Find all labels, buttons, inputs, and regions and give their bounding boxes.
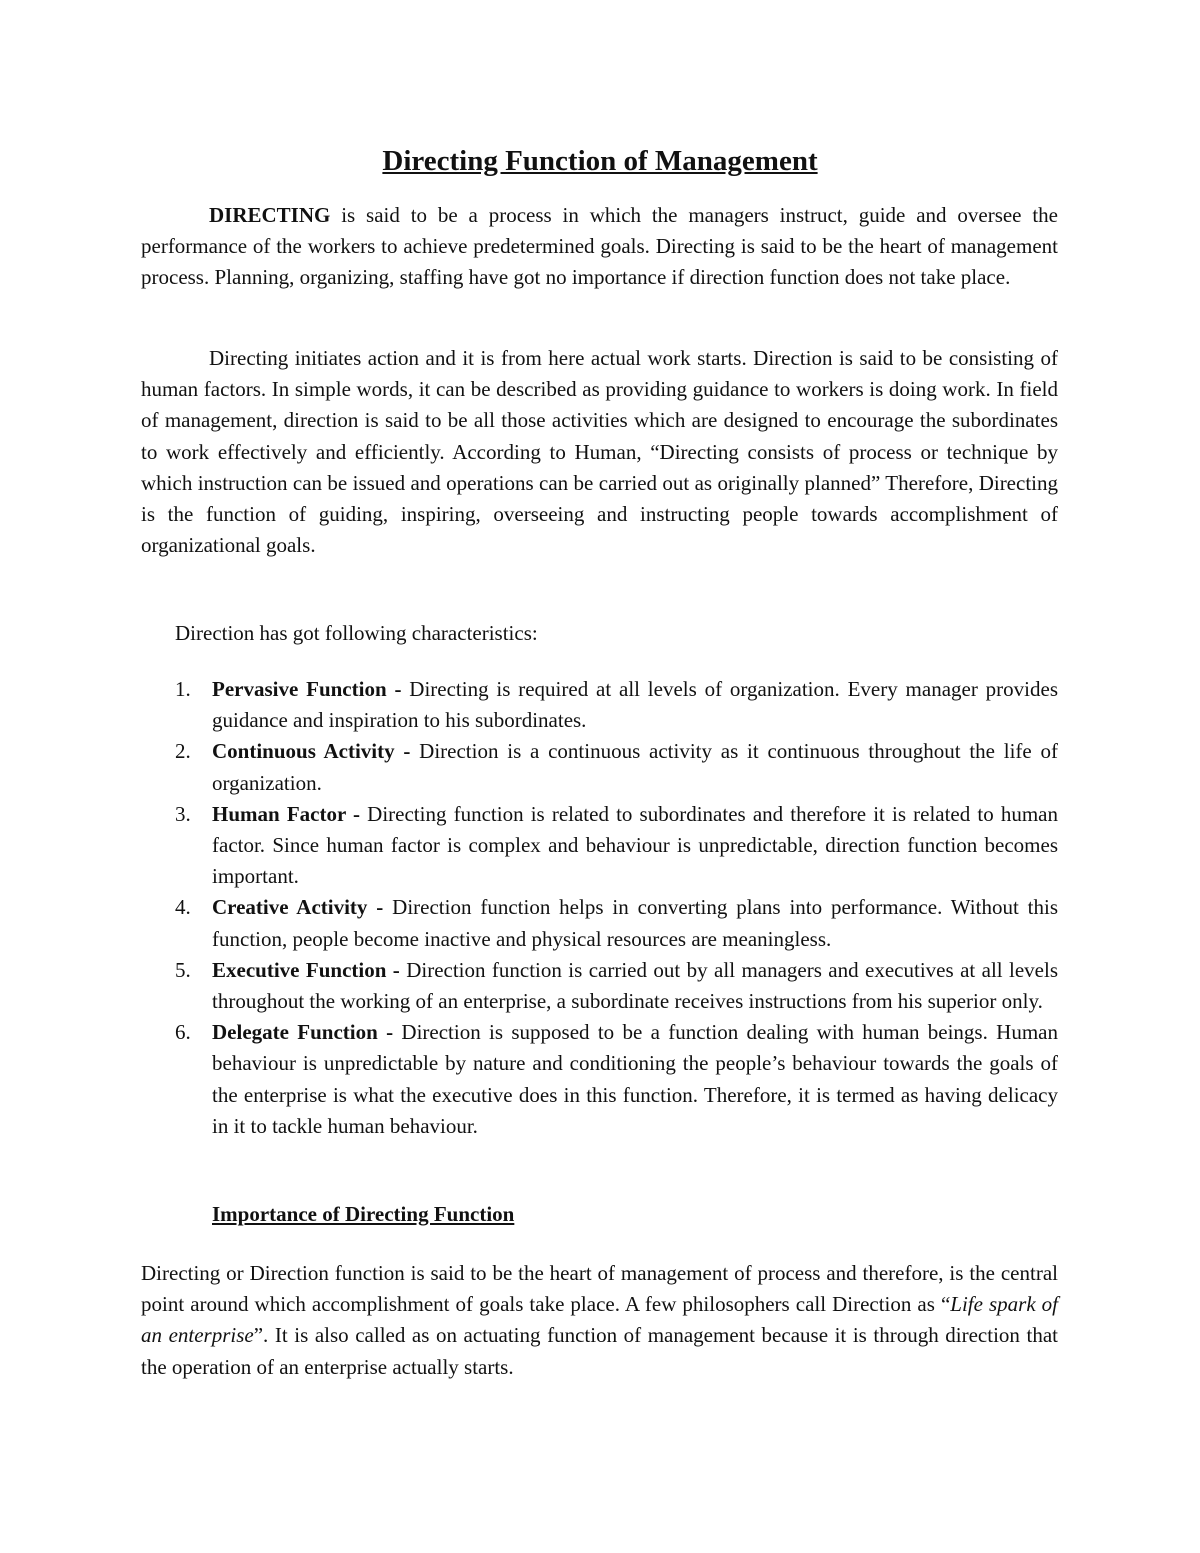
list-item-number: 1. bbox=[175, 677, 191, 701]
list-item-number: 6. bbox=[175, 1020, 191, 1045]
list-item-term: Executive Function - bbox=[212, 957, 400, 982]
list-item bbox=[175, 1017, 1058, 1142]
list-item-text: Direction function is carried out by all managers and executives at all levels throughout the working of an enterprise, a subordinate receives instructions from his superior only. bbox=[212, 957, 1059, 1014]
importance-heading: Importance of Directing Function bbox=[212, 1202, 515, 1226]
list-item-text: Direction is a continuous activity as it continuous throughout the life of organization. bbox=[212, 739, 1059, 795]
paragraph-2: Directing initiates action and it is from here actual work starts. Direction is said to be consisting of human factors. In simple words, it can be described as providing guidance to workers is doing work. In field of management, direction is said to be all those activities which are designed to encourage the subordinates to work effectively and efficiently. According to Human, “Directing consists of process or technique by which instruction can be issued and operations can be carried out as originally planned” Therefore, Directing is the function of guiding, inspiring, overseeing and instructing people towards accomplishment of organizational goals. bbox=[141, 346, 1058, 558]
characteristics-list bbox=[175, 674, 1058, 1142]
list-item-term: Continuous Activity - bbox=[212, 739, 411, 764]
list-item-term: Human Factor - bbox=[212, 801, 361, 826]
list-item bbox=[175, 955, 1058, 1017]
list-item-text: Directing is required at all levels of organization. Every manager provides guidance and inspiration to his subordinates. bbox=[212, 677, 1058, 733]
list-item bbox=[175, 799, 1058, 893]
list-item-term: Pervasive Function - bbox=[212, 677, 402, 701]
list-item-number: 4. bbox=[175, 895, 191, 920]
list-item-text: Directing function is related to subordinates and therefore it is related to human factor. Since human factor is complex and behaviour is unpredictable, direction function becomes important. bbox=[212, 801, 1058, 889]
importance-text-before: Directing or Direction function is said to be the heart of management of process and therefore, is the central point around which accomplishment of goals take place. A few philosophers call Direction as “ bbox=[141, 1261, 1058, 1317]
list-item bbox=[175, 892, 1058, 954]
intro-lead-term: DIRECTING bbox=[209, 203, 331, 227]
list-item-text: Direction function helps in converting plans into performance. Without this function, people become inactive and physical resources are meaningless. bbox=[212, 895, 1058, 951]
page-title: Directing Function of Management bbox=[382, 145, 818, 177]
list-item-text: Direction is supposed to be a function dealing with human beings. Human behaviour is unpredictable by nature and conditioning the people’s behaviour towards the goals of the enterprise is what the executive does in this function. Therefore, it is termed as having delicacy in it to tackle human behaviour. bbox=[212, 1020, 1058, 1138]
intro-paragraph bbox=[141, 200, 1058, 294]
intro-text: is said to be a process in which the managers instruct, guide and oversee the performance of the workers to achieve predetermined goals. Directing is said to be the heart of management process. Planning, organizing, staffing have got no importance if direction function does not take place. bbox=[141, 203, 1058, 290]
importance-paragraph bbox=[141, 1258, 1058, 1383]
list-item-term: Creative Activity - bbox=[212, 895, 384, 920]
list-item bbox=[175, 736, 1058, 798]
list-item-number: 3. bbox=[175, 801, 191, 826]
importance-italic-quote: Life spark of an enterprise bbox=[141, 1292, 1059, 1348]
list-item-number: 2. bbox=[175, 739, 191, 764]
list-item-number: 5. bbox=[175, 957, 191, 982]
list-item-term: Delegate Function - bbox=[212, 1020, 394, 1045]
characteristics-intro: Direction has got following characteristics: bbox=[175, 621, 538, 645]
list-item bbox=[175, 674, 1058, 736]
importance-text-after: ”. It is also called as on actuating function of management because it is through direction that the operation of an enterprise actually starts. bbox=[141, 1323, 1058, 1379]
